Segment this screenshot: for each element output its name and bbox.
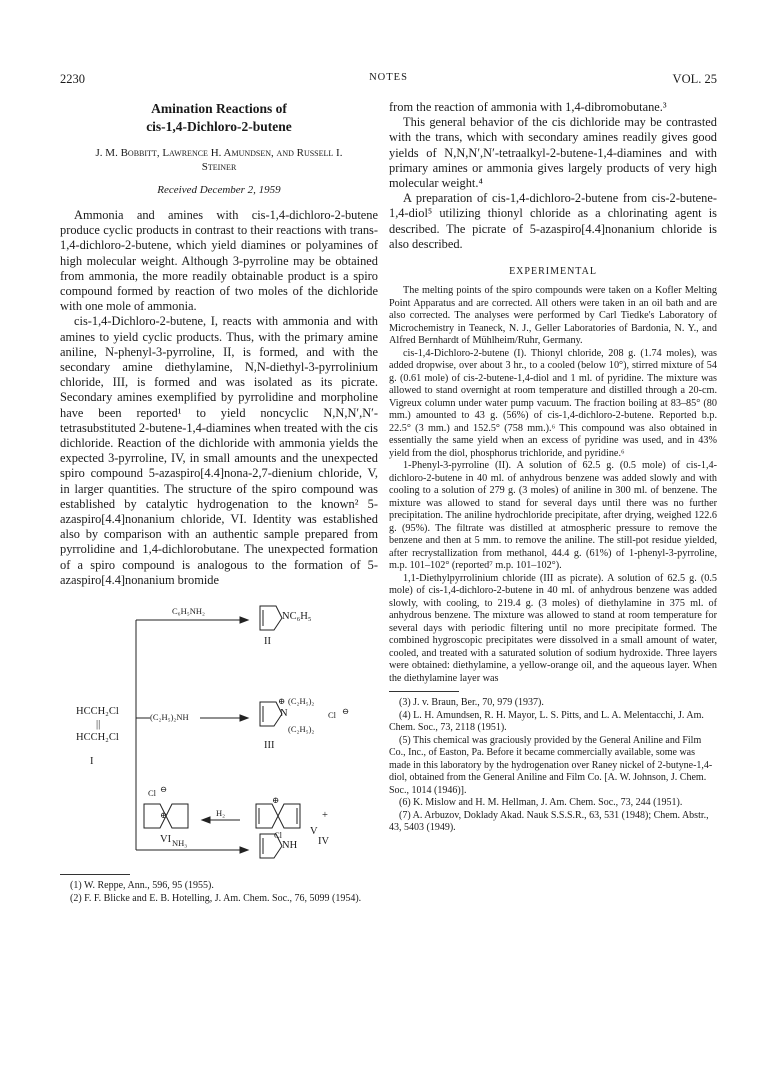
volume-number: VOL. 25 bbox=[672, 72, 717, 86]
right-footnotes bbox=[389, 697, 717, 835]
body-paragraph: This general behavior of the cis dichloride may be contrasted with the trans, which with secondary amines readily gives good yields of N,N,N′,N′-tetraalkyl-2-butene-1,4-diamines and with primary amines or ammonia gives largely products of very high molecular weight.⁴ bbox=[389, 115, 717, 191]
footnote-4: (4) L. H. Amundsen, R. H. Mayor, L. S. Pitts, and L. A. Melentacchi, J. Am. Chem. Soc., 73, 2118 (1951). bbox=[389, 709, 704, 734]
compound-label-ii: II bbox=[264, 636, 271, 648]
compound-label-iii: III bbox=[264, 740, 275, 752]
compound-label-i: I bbox=[90, 756, 94, 768]
chloride-iii: Cl bbox=[328, 710, 337, 721]
footnote-5: (5) This chemical was graciously provided by the General Aniline and Film Co., Inc., of Easton, Pa. Before it became commercially available, some was made in this laboratory by the hydrogenation over Raney nickel of 2-butyne-1,4-diol, obtained from the General Aniline and Film Co. [A. W. Johnson, J. Chem. Soc., 1014 (1946)]. bbox=[389, 734, 713, 796]
footnote-7: (7) A. Arbuzov, Doklady Akad. Nauk S.S.S.R., 63, 531 (1948); Chem. Abstr., 43, 5403 (1949). bbox=[389, 809, 709, 834]
experimental-heading: EXPERIMENTAL bbox=[509, 266, 597, 278]
atom-n-phenyl: NC₆H₅ bbox=[282, 611, 312, 623]
reagent-diethylamine: (C₂H₅)₂NH bbox=[150, 712, 189, 723]
experimental-text bbox=[389, 285, 717, 685]
footnote-3: (3) J. v. Braun, Ber., 70, 979 (1937). bbox=[399, 697, 544, 709]
charge-minus-vi: ⊖ bbox=[160, 784, 168, 795]
author-list bbox=[60, 146, 378, 174]
experimental-paragraph: The melting points of the spiro compounds were taken on a Kofler Melting Point Apparatus and are corrected. All others were taken in an oil bath and are also corrected. The analyses were performed by Carl Tiedke's Laboratory of Microchemistry in Teaneck, N. J., Geller Laboratories of Bardonia, N. Y., and Alfred Bernhardt of Mühlheim/Ruhr, Germany. bbox=[389, 285, 717, 347]
reagent-ammonia: NH₃ bbox=[172, 838, 188, 849]
footnote-rule bbox=[389, 691, 459, 692]
charge-plus-iii: ⊕ bbox=[278, 696, 286, 707]
ethyl-group-2: (C₂H₅)₂ bbox=[288, 724, 315, 735]
footnote-2: (2) F. F. Blicke and E. B. Hotelling, J. Am. Chem. Soc., 76, 5099 (1954). bbox=[70, 892, 362, 904]
right-body-text bbox=[389, 100, 717, 252]
article-title bbox=[60, 100, 378, 136]
plus-sign: + bbox=[322, 810, 328, 822]
left-column bbox=[60, 100, 378, 905]
compound-label-v: V bbox=[310, 826, 318, 838]
atom-nh: NH bbox=[282, 840, 298, 852]
page-number: 2230 bbox=[60, 72, 85, 86]
atom-n-iii: N bbox=[280, 708, 288, 720]
body-paragraph: from the reaction of ammonia with 1,4-dibromobutane.³ bbox=[389, 100, 667, 114]
charge-plus-vi: ⊕ bbox=[160, 810, 168, 821]
ethyl-group-1: (C₂H₅)₂ bbox=[288, 696, 315, 707]
start-double-bond: || bbox=[96, 719, 101, 731]
body-paragraph: A preparation of cis-1,4-dichloro-2-butene from cis-2-butene-1,4-diol⁵ utilizing thionyl chloride as a chlorinating agent is described. The picrate of 5-azaspiro[4.4]nonanium chloride is also described. bbox=[389, 191, 717, 251]
chloride-v: Cl bbox=[274, 830, 283, 841]
reagent-hydrogen: H₂ bbox=[216, 808, 226, 819]
abstract-paragraph: Ammonia and amines with cis-1,4-dichloro-2-butene produce cyclic products in contrast to their reactions with trans-1,4-dichloro-2-butene, which yield diamines or polyamines of high molecular weight. Although 3-pyrroline may be obtained from ammonia, the more readily obtainable product is a spiro compound formed by reaction of two moles of the dichloride with one mole of ammonia. bbox=[60, 208, 378, 314]
running-header bbox=[60, 72, 717, 90]
reagent-aniline: C₆H₅NH₂ bbox=[172, 606, 205, 617]
charge-plus-v: ⊕ bbox=[272, 795, 280, 806]
footnote-1: (1) W. Reppe, Ann., 596, 95 (1955). bbox=[70, 880, 214, 892]
title-line-2: cis-1,4-Dichloro-2-butene bbox=[146, 119, 292, 134]
start-bottom: HCCH₂Cl bbox=[76, 732, 119, 744]
received-date: Received December 2, 1959 bbox=[157, 184, 281, 196]
footnote-6: (6) K. Mislow and H. M. Hellman, J. Am. Chem. Soc., 73, 244 (1951). bbox=[399, 797, 683, 809]
left-footnotes bbox=[60, 880, 378, 905]
reaction-scheme bbox=[60, 598, 378, 868]
authors-line-1: J. M. Bobbitt, Lawrence H. Amundsen, and Russell I. bbox=[95, 147, 343, 159]
footnote-rule bbox=[60, 874, 130, 875]
left-body-text bbox=[60, 208, 378, 588]
compound-label-vi: VI bbox=[160, 834, 172, 846]
experimental-paragraph: 1,1-Diethylpyrrolinium chloride (III as picrate). A solution of 62.5 g. (0.5 mole) of cis-1,4-dichloro-2-butene in 40 ml. of anhydrous benzene was added slowly, with cooling, to 219.4 g. (3 moles) of diethylamine in 375 ml. of anhydrous benzene. The mixture was allowed to stand at room temperature for several days with periodic filtering until no more precipitate formed. The combined hygroscopic precipitates were dissolved in a small amount of water, cooled, and treated with a saturated solution of sodium hydroxide. Three layers were obtained: diethylamine, a yellow-orange oil, and the aqueous layer. When the diethylamine layer was bbox=[389, 572, 717, 684]
chloride-vi: Cl bbox=[148, 788, 157, 799]
charge-minus-iii: ⊖ bbox=[342, 706, 350, 717]
authors-line-2: Steiner bbox=[201, 161, 237, 173]
title-line-1: Amination Reactions of bbox=[151, 101, 287, 116]
compound-label-iv: IV bbox=[318, 836, 330, 848]
body-paragraph: cis-1,4-Dichloro-2-butene, I, reacts with ammonia and with amines to yield cyclic products. Thus, with the primary amine aniline, N-phenyl-3-pyrroline, II, is formed, and with the secondary amine diethylamine, N,N-diethyl-3-pyrrolinium chloride, III, is formed and was isolated as its picrate. Secondary amines exemplified by pyrrolidine and morpholine have been reported¹ to yield noncyclic N,N,N′,N′-tetrasubstituted 2-butene-1,4-diamines when treated with the cis dichloride. Reaction of the dichloride with ammonia yields the expected 3-pyrroline, IV, in small amounts and the unexpected spiro compound 5-azaspiro[4.4]nona-2,7-dienium chloride, V, in larger quantities. The structure of the spiro compound was established by catalytic hydrogenation to the known² 5-azaspiro[4.4]nonanium chloride, VI. Identity was established also by comparison with an authentic sample prepared from pyrrolidine and 1,4-dichlorobutane. The unexpected formation of a spiro compound is analogous to the formation of 5-azaspiro[4.4]nonanium bromide bbox=[60, 314, 378, 587]
experimental-paragraph: 1-Phenyl-3-pyrroline (II). A solution of 62.5 g. (0.5 mole) of cis-1,4-dichloro-2-butene in 40 ml. of anhydrous benzene was added slowly and with cooling to a solution of 279 g. (3 moles) of aniline in 300 ml. of benzene. The mixture was allowed to stand for several days until there was no further precipitation. The aniline hydrochloride precipitate, after drying, weighed 122.6 g. (95%). The filtrate was distilled at atmospheric pressure to remove the benzene and then at 5 mm. to remove the aniline. The still-pot residue yielded, after recrystallization from methanol, 44.4 g. (61%) of 1-phenyl-3-pyrroline, m.p. 101–102° (reported⁷ m.p. 101–102°). bbox=[389, 460, 717, 572]
experimental-paragraph: cis-1,4-Dichloro-2-butene (I). Thionyl chloride, 208 g. (1.74 moles), was added dropwise, over about 3 hr., to a cooled (below 10°), stirred mixture of 54 g. (0.61 mole) of cis-2-butene-1,4-diol and 1 ml. of pyridine. The mixture was allowed to stand overnight at room temperature and distilled through a 20-cm. Vigreux column under water pump vacuum. The fraction boiling at 83–85° (80 mm.) amounted to 43 g. (56%) of cis-1,4-dichloro-2-butene. Reported b.p. 22.5° (3 mm.) and 152.5° (758 mm.).⁶ This compound was also obtained in essentially the same yield when an excess of pyridine was used, and in 43% yield from the diol, phosphorus trichloride, and pyridine.⁶ bbox=[389, 347, 717, 459]
right-column bbox=[389, 100, 717, 835]
start-top: HCCH₂Cl bbox=[76, 706, 119, 718]
section-name: NOTES bbox=[369, 72, 408, 83]
